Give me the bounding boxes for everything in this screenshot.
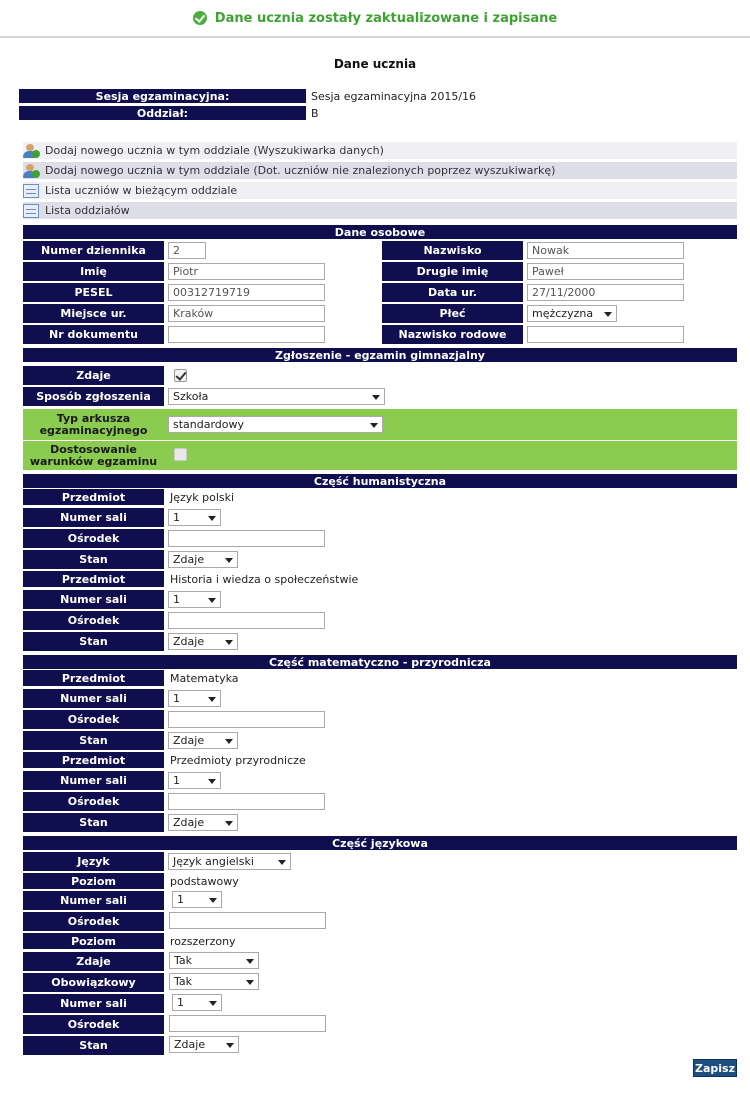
birth-place-label: Miejsce ur. bbox=[23, 304, 164, 323]
student-list-link[interactable] bbox=[23, 182, 737, 199]
takes-select[interactable] bbox=[169, 952, 259, 969]
center-input[interactable] bbox=[168, 711, 325, 728]
chevron-down-icon bbox=[208, 697, 216, 702]
center-label: Ośrodek bbox=[23, 1015, 164, 1034]
adaptation-label: Dostosowanie warunków egzaminu bbox=[23, 441, 164, 470]
status-select[interactable] bbox=[169, 1036, 239, 1053]
subject-value: Język polski bbox=[170, 491, 235, 504]
chevron-down-icon bbox=[208, 598, 216, 603]
chevron-down-icon bbox=[208, 516, 216, 521]
takes-select-value: Tak bbox=[174, 954, 193, 967]
center-label: Ośrodek bbox=[23, 912, 164, 931]
sex-label: Płeć bbox=[382, 304, 523, 323]
takes-label: Zdaje bbox=[23, 952, 164, 971]
personal-section-header: Dane osobowe bbox=[23, 225, 737, 239]
class-list-link[interactable] bbox=[23, 202, 737, 219]
pesel-label: PESEL bbox=[23, 283, 164, 302]
chevron-down-icon bbox=[246, 980, 254, 985]
add-student-manual-link[interactable] bbox=[23, 162, 737, 179]
add-user-icon bbox=[23, 144, 39, 158]
subject-value: Historia i wiedza o społeczeństwie bbox=[170, 573, 359, 586]
takes-exam-checkbox[interactable] bbox=[174, 369, 187, 382]
journal-no-label: Numer dziennika bbox=[23, 241, 164, 260]
center-label: Ośrodek bbox=[23, 611, 164, 630]
room-label: Numer sali bbox=[23, 590, 164, 609]
sheet-type-select[interactable] bbox=[168, 416, 383, 433]
subject-label: Przedmiot bbox=[23, 752, 164, 768]
center-input[interactable] bbox=[169, 1015, 326, 1032]
level-value: rozszerzony bbox=[170, 935, 236, 948]
method-select[interactable] bbox=[168, 388, 385, 405]
application-section-header: Zgłoszenie - egzamin gimnazjalny bbox=[23, 348, 737, 362]
status-label: Stan bbox=[23, 1036, 164, 1055]
surname-label: Nazwisko bbox=[382, 241, 523, 260]
room-select-value: 1 bbox=[173, 593, 180, 606]
room-label: Numer sali bbox=[23, 508, 164, 527]
room-select[interactable] bbox=[168, 591, 221, 608]
sheet-type-label: Typ arkusza egzaminacyjnego bbox=[23, 409, 164, 440]
center-label: Ośrodek bbox=[23, 792, 164, 811]
sex-select-value: mężczyzna bbox=[532, 307, 594, 320]
status-select-value: Zdaje bbox=[173, 635, 205, 648]
level-value: podstawowy bbox=[170, 875, 239, 888]
language-select[interactable] bbox=[168, 853, 291, 870]
subject-value: Matematyka bbox=[170, 672, 239, 685]
status-label: Stan bbox=[23, 632, 164, 651]
page-title: Dane ucznia bbox=[333, 57, 417, 71]
chevron-down-icon bbox=[370, 423, 378, 428]
journal-no-input[interactable] bbox=[168, 242, 206, 259]
chevron-down-icon bbox=[226, 1043, 234, 1048]
status-select[interactable] bbox=[168, 814, 238, 831]
math-science-section-header: Część matematyczno - przyrodnicza bbox=[23, 655, 737, 669]
center-input[interactable] bbox=[168, 530, 325, 547]
first-name-label: Imię bbox=[23, 262, 164, 281]
birth-date-input[interactable] bbox=[527, 284, 684, 301]
center-input[interactable] bbox=[168, 793, 325, 810]
family-name-label: Nazwisko rodowe bbox=[382, 325, 523, 344]
status-select[interactable] bbox=[168, 732, 238, 749]
room-select-value: 1 bbox=[173, 774, 180, 787]
room-select[interactable] bbox=[172, 994, 222, 1011]
doc-no-input[interactable] bbox=[168, 326, 325, 343]
room-select-value: 1 bbox=[173, 511, 180, 524]
room-select[interactable] bbox=[168, 509, 221, 526]
class-label: Oddział: bbox=[19, 106, 306, 120]
chevron-down-icon bbox=[604, 312, 612, 317]
session-value: Sesja egzaminacyjna 2015/16 bbox=[311, 90, 477, 103]
save-button[interactable]: Zapisz bbox=[693, 1059, 737, 1077]
family-name-input[interactable] bbox=[527, 326, 684, 343]
status-label: Stan bbox=[23, 731, 164, 750]
sex-select[interactable] bbox=[527, 305, 617, 322]
birth-date-label: Data ur. bbox=[382, 283, 523, 302]
room-select-value: 1 bbox=[177, 996, 184, 1009]
chevron-down-icon bbox=[225, 640, 233, 645]
chevron-down-icon bbox=[372, 395, 380, 400]
mandatory-label: Obowiązkowy bbox=[23, 973, 164, 992]
first-name-input[interactable] bbox=[168, 263, 325, 280]
pesel-input[interactable] bbox=[168, 284, 325, 301]
chevron-down-icon bbox=[278, 860, 286, 865]
center-input[interactable] bbox=[168, 612, 325, 629]
session-label: Sesja egzaminacyjna: bbox=[19, 89, 306, 103]
level-label: Poziom bbox=[23, 933, 164, 949]
room-label: Numer sali bbox=[23, 689, 164, 708]
room-select[interactable] bbox=[168, 772, 221, 789]
chevron-down-icon bbox=[246, 959, 254, 964]
chevron-down-icon bbox=[208, 779, 216, 784]
room-label: Numer sali bbox=[23, 771, 164, 790]
status-select[interactable] bbox=[168, 633, 238, 650]
center-label: Ośrodek bbox=[23, 529, 164, 548]
success-message: Dane ucznia zostały zaktualizowane i zapisane bbox=[214, 10, 558, 26]
method-label: Sposób zgłoszenia bbox=[23, 387, 164, 406]
room-select[interactable] bbox=[172, 891, 222, 908]
add-student-search-link[interactable] bbox=[23, 142, 737, 159]
chevron-down-icon bbox=[209, 898, 217, 903]
method-select-value: Szkoła bbox=[173, 390, 209, 403]
language-label: Język bbox=[23, 852, 164, 871]
birth-place-input[interactable] bbox=[168, 305, 325, 322]
chevron-down-icon bbox=[225, 821, 233, 826]
status-select-value: Zdaje bbox=[173, 553, 205, 566]
second-name-label: Drugie imię bbox=[382, 262, 523, 281]
action-label: Dodaj nowego ucznia w tym oddziale (Wyszukiwarka danych) bbox=[45, 144, 384, 157]
class-value: B bbox=[311, 107, 319, 120]
humanities-section-header: Część humanistyczna bbox=[23, 474, 737, 488]
action-label: Lista oddziałów bbox=[45, 204, 130, 217]
list-icon bbox=[23, 184, 39, 198]
room-select-value: 1 bbox=[173, 692, 180, 705]
language-select-value: Język angielski bbox=[173, 855, 254, 868]
adaptation-checkbox[interactable] bbox=[174, 448, 187, 461]
status-select-value: Zdaje bbox=[173, 734, 205, 747]
success-banner bbox=[0, 0, 750, 38]
list-icon bbox=[23, 204, 39, 218]
checkmark-circle-icon bbox=[193, 11, 207, 25]
second-name-input[interactable] bbox=[527, 263, 684, 280]
status-select-value: Zdaje bbox=[173, 816, 205, 829]
action-label: Lista uczniów w bieżącym oddziale bbox=[45, 184, 238, 197]
action-label: Dodaj nowego ucznia w tym oddziale (Dot. uczniów nie znalezionych poprzez wyszukiwarkę) bbox=[45, 164, 556, 177]
subject-value: Przedmioty przyrodnicze bbox=[170, 754, 306, 767]
level-label: Poziom bbox=[23, 873, 164, 889]
chevron-down-icon bbox=[225, 739, 233, 744]
sheet-type-select-value: standardowy bbox=[173, 418, 245, 431]
takes-exam-label: Zdaje bbox=[23, 366, 164, 385]
status-label: Stan bbox=[23, 550, 164, 569]
center-label: Ośrodek bbox=[23, 710, 164, 729]
subject-label: Przedmiot bbox=[23, 489, 164, 505]
subject-label: Przedmiot bbox=[23, 670, 164, 686]
status-select-value: Zdaje bbox=[174, 1038, 206, 1051]
subject-label: Przedmiot bbox=[23, 571, 164, 587]
status-select[interactable] bbox=[168, 551, 238, 568]
mandatory-select[interactable] bbox=[169, 973, 259, 990]
center-input[interactable] bbox=[169, 912, 326, 929]
doc-no-label: Nr dokumentu bbox=[23, 325, 164, 344]
room-select-value: 1 bbox=[177, 893, 184, 906]
room-select[interactable] bbox=[168, 690, 221, 707]
mandatory-select-value: Tak bbox=[174, 975, 193, 988]
chevron-down-icon bbox=[209, 1001, 217, 1006]
add-user-icon bbox=[23, 164, 39, 178]
language-section-header: Część językowa bbox=[23, 836, 737, 850]
status-label: Stan bbox=[23, 813, 164, 832]
room-label: Numer sali bbox=[23, 994, 164, 1013]
chevron-down-icon bbox=[225, 558, 233, 563]
surname-input[interactable] bbox=[527, 242, 684, 259]
room-label: Numer sali bbox=[23, 891, 164, 910]
